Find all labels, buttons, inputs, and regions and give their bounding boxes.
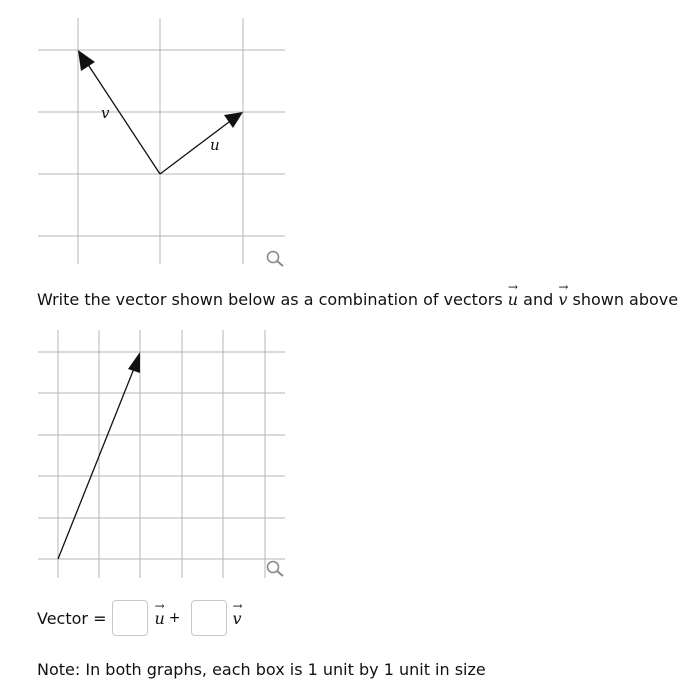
vector-v-line [87, 63, 160, 174]
vector-v-symbol: → v [558, 280, 569, 309]
v-coefficient-input[interactable] [191, 600, 227, 636]
vector-v-label: v [101, 104, 110, 122]
target-vector-graph [0, 320, 300, 585]
vector-label: Vector = [37, 608, 107, 628]
prompt-text-before: Write the vector shown below as a combination of vectors [37, 290, 508, 309]
answer-row [37, 600, 242, 636]
bottom-grid [38, 330, 285, 578]
top-grid [38, 18, 285, 264]
vector-v-arrowhead [78, 50, 95, 71]
vector-u-symbol: → u [154, 598, 165, 628]
target-vector-arrowhead [128, 352, 140, 373]
vector-u-symbol: → u [507, 280, 519, 309]
prompt-text-middle: and [518, 290, 559, 309]
vector-v-symbol: → v [232, 598, 243, 628]
magnifier-icon[interactable] [264, 559, 286, 579]
target-vector-line [58, 366, 135, 559]
note-text: Note: In both graphs, each box is 1 unit by 1 unit in size [37, 660, 486, 679]
plus-sign: + [168, 610, 181, 626]
u-coefficient-input[interactable] [112, 600, 148, 636]
vector-u-label: u [210, 136, 220, 154]
vector-u-arrowhead [224, 112, 243, 128]
vectors-uv-graph [0, 0, 300, 270]
question-prompt [37, 280, 679, 309]
prompt-text-after: shown above [567, 290, 679, 309]
magnifier-icon[interactable] [264, 249, 286, 269]
